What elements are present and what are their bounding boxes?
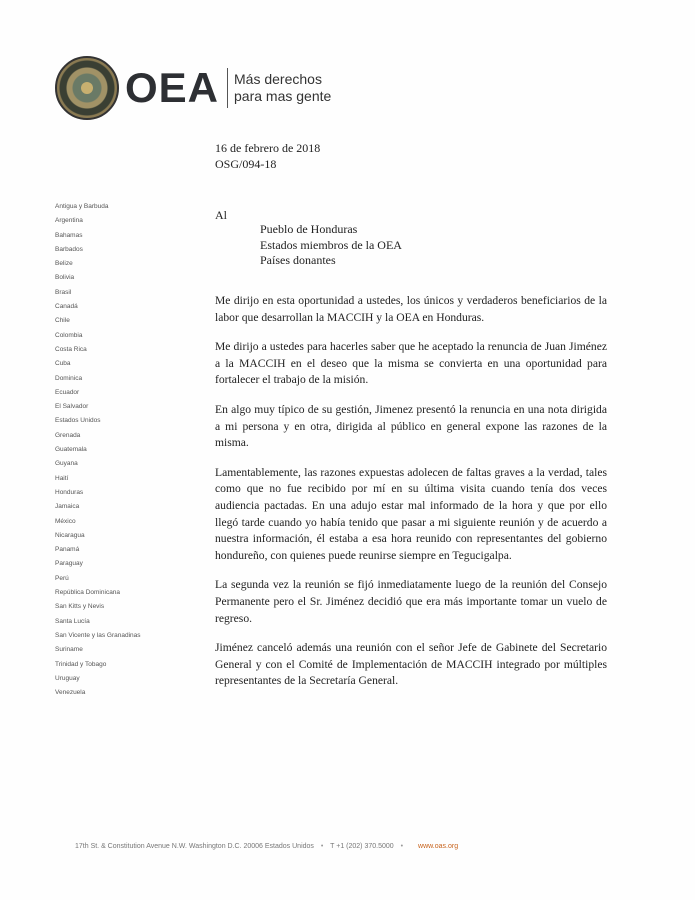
country-item: San Vicente y las Granadinas: [55, 631, 141, 639]
member-country-list: [55, 200, 195, 700]
country-item: Chile: [55, 317, 70, 325]
letter-reference: OSG/094-18: [215, 157, 277, 171]
country-item: Antigua y Barbuda: [55, 203, 109, 210]
country-item: San Kitts y Nevis: [55, 603, 105, 611]
country-item: Bahamas: [55, 231, 83, 239]
country-item: Panamá: [55, 546, 80, 554]
oea-logo: [55, 55, 331, 121]
body-paragraph: Me dirijo en esta oportunidad a ustedes, los únicos y verdaderos beneficiarios de la labor que desarrollan la MACCIH y la OEA en Honduras.: [215, 294, 607, 324]
country-item: Bolivia: [55, 274, 75, 282]
country-item: Perú: [55, 574, 69, 582]
tagline-line-2: para mas gente: [234, 88, 332, 104]
country-item: Guyana: [55, 460, 78, 468]
country-item: Grenada: [55, 431, 81, 439]
country-item: Costa Rica: [55, 345, 87, 353]
body-paragraph: Lamentablemente, las razones expuestas adolecen de faltas graves a la verdad, tales como que no fue recibido por mí en su última visita cuando tenía dos veces audiencia pactadas. En una adujo estar mal informado de la hora y que por ello llegó tarde cuando yo había tenido que pasar a mi siguiente reunión y de acuerdo a nuestra información, él estaba a esa hora reunido con representantes del gobierno hondureño, con quienes puede reunirse siempre en Tegucigalpa.: [215, 465, 607, 562]
country-item: Brasil: [55, 288, 72, 296]
body-paragraph: Jiménez canceló además una reunión con el señor Jefe de Gabinete del Secretario General y con el Comité de Implementación de MACCIH integrado por múltiples representantes de la Secretaría General.: [215, 641, 607, 688]
country-item: Canadá: [55, 303, 78, 311]
country-item: Venezuela: [55, 689, 86, 697]
country-item: Uruguay: [55, 674, 80, 682]
country-item: Barbados: [55, 245, 83, 253]
footer-website-link[interactable]: www.oas.org: [418, 843, 459, 850]
recipient-list: [260, 222, 402, 269]
letter-date: 16 de febrero de 2018: [215, 141, 321, 155]
footer-separator: •: [400, 843, 404, 850]
country-item: República Dominicana: [55, 589, 121, 597]
logo-divider: [227, 68, 228, 108]
recipient-item: Estados miembros de la OEA: [260, 237, 402, 252]
country-item: Dominica: [55, 374, 83, 382]
date-block: [215, 140, 320, 172]
country-item: México: [55, 517, 76, 525]
body-paragraph: La segunda vez la reunión se fijó inmediatamente luego de la reunión del Consejo Permanente pero el Sr. Jiménez decidió que era más importante tomar un vuelo de regreso.: [215, 578, 607, 625]
country-item: Jamaica: [55, 503, 80, 511]
country-item: Nicaragua: [55, 531, 85, 539]
country-item: Santa Lucía: [55, 617, 90, 625]
footer-address: 17th St. & Constitution Avenue N.W. Washington D.C. 20006 Estados Unidos: [75, 843, 314, 850]
salutation: Al: [215, 208, 227, 222]
country-item: Paraguay: [55, 560, 83, 568]
country-item: Colombia: [55, 331, 83, 339]
letter-body: [215, 293, 607, 703]
country-item: Trinidad y Tobago: [55, 660, 107, 668]
recipient-item: Pueblo de Honduras: [260, 222, 358, 236]
footer-separator: •: [320, 843, 324, 850]
country-item: Suriname: [55, 646, 83, 654]
oea-seal-icon: [55, 56, 119, 120]
country-item: Guatemala: [55, 446, 87, 454]
recipient-item: Países donantes: [260, 253, 336, 267]
country-item: Cuba: [55, 360, 71, 368]
country-item: Argentina: [55, 217, 83, 225]
body-paragraph: En algo muy típico de su gestión, Jimenez presentó la renuncia en una nota dirigida a mi persona y en otra, dirigida al público en general expone las razones de la misma.: [215, 402, 607, 450]
body-paragraph: Me dirijo a ustedes para hacerles saber que he aceptado la renuncia de Juan Jiménez a la MACCIH en el deseo que la misma se convierta en una oportunidad para fortalecer el trabajo de la misión.: [215, 340, 607, 387]
country-item: Haití: [55, 474, 69, 482]
tagline: [234, 71, 331, 105]
footer: [75, 843, 635, 850]
tagline-line-1: Más derechos: [234, 71, 322, 87]
country-item: El Salvador: [55, 403, 89, 411]
logo-text: OEA: [125, 64, 220, 111]
country-item: Ecuador: [55, 388, 80, 396]
country-item: Honduras: [55, 488, 84, 496]
country-item: Belize: [55, 260, 73, 268]
footer-phone: T +1 (202) 370.5000: [330, 843, 394, 850]
country-item: Estados Unidos: [55, 417, 101, 425]
